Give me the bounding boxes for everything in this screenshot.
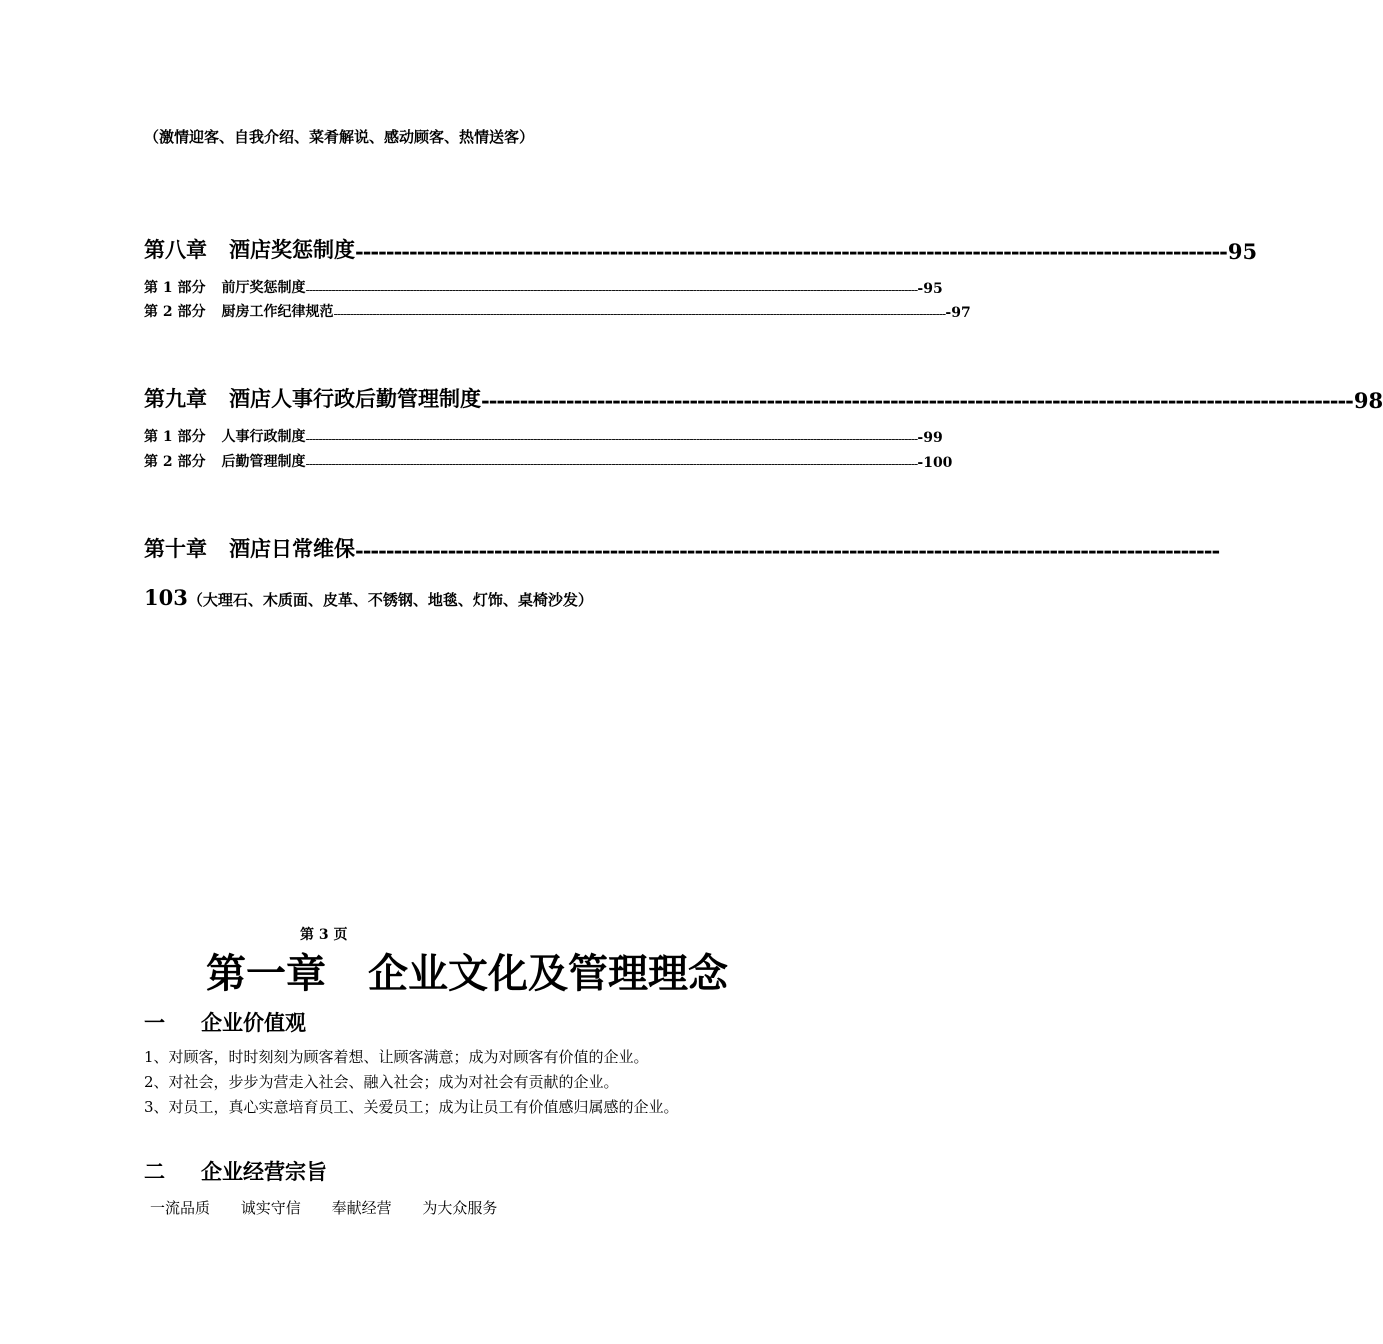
section-title: 后勤管理制度: [221, 454, 306, 470]
chapter-heading-title: 企业文化及管理理念: [368, 950, 728, 997]
section-number: 二: [144, 1159, 165, 1184]
section-heading: [144, 1157, 327, 1187]
list-item: 2、对社会，步步为营走入社会、融入社会；成为对社会有贡献的企业。: [144, 1073, 619, 1091]
toc-section[interactable]: [144, 301, 971, 321]
chapter-title: 酒店人事行政后勤管理制度: [229, 386, 481, 411]
chapter-title: 酒店日常维保: [229, 536, 355, 561]
leader-dots: ----------------------------------------------------------------------------------------------------------------: [481, 388, 1346, 413]
chapter-heading: [206, 948, 728, 1000]
page-number: -100: [917, 455, 953, 471]
chapter-number: 第八章: [144, 237, 207, 262]
toc-chapter-10[interactable]: [144, 535, 1220, 563]
leader-dots: --------------------------------------------------------------------------------------------------------------------------------------------------------------------------------------------: [333, 307, 946, 321]
leader-dots: --------------------------------------------------------------------------------------------------------------------------------------------------------------------------------------------: [305, 457, 918, 471]
section-part: 第 2 部分: [144, 304, 206, 320]
page-number: -95: [917, 281, 943, 297]
motto-item: 诚实守信: [240, 1199, 301, 1217]
section-title: 厨房工作纪律规范: [221, 304, 334, 320]
leader-dots: --------------------------------------------------------------------------------------------------------------------------------------------------------------------------------------------: [305, 283, 918, 297]
section-title: 企业经营宗旨: [201, 1159, 327, 1184]
chapter-number: 第十章: [144, 536, 207, 561]
section-part: 第 1 部分: [144, 429, 206, 445]
list-item: 1、对顾客，时时刻刻为顾客着想、让顾客满意；成为对顾客有价值的企业。: [144, 1048, 649, 1066]
section-part: 第 1 部分: [144, 280, 206, 296]
page-number: -98: [1345, 388, 1383, 413]
toc-chapter-9[interactable]: [144, 385, 1383, 413]
motto-item: 奉献经营: [331, 1199, 392, 1217]
chapter-number: 第九章: [144, 386, 207, 411]
motto-line: [150, 1196, 523, 1221]
intro-note: （激情迎客、自我介绍、菜肴解说、感动顾客、热情送客）: [144, 128, 535, 146]
section-part: 第 2 部分: [144, 454, 206, 470]
motto-item: 为大众服务: [422, 1199, 498, 1217]
leader-dots: ----------------------------------------------------------------------------------------------------------------: [355, 239, 1220, 264]
toc-chapter-10-continuation: [144, 585, 593, 610]
section-title: 人事行政制度: [221, 429, 306, 445]
chapter-note: （大理石、木质面、皮革、不锈钢、地毯、灯饰、桌椅沙发）: [187, 591, 593, 609]
page-number: -99: [917, 430, 943, 446]
section-title: 企业价值观: [201, 1010, 306, 1035]
section-heading: [144, 1008, 306, 1038]
toc-chapter-8[interactable]: [144, 236, 1258, 264]
toc-section[interactable]: [144, 426, 943, 446]
toc-section[interactable]: [144, 277, 943, 297]
chapter-heading-number: 第一章: [206, 950, 326, 997]
page-number: -97: [945, 305, 971, 321]
list-item: 3、对员工，真心实意培育员工、关爱员工；成为让员工有价值感归属感的企业。: [144, 1098, 679, 1116]
value-list: [144, 1045, 679, 1120]
page-number: 103: [144, 585, 188, 610]
leader-dots: ----------------------------------------------------------------------------------------------------------------: [355, 538, 1220, 563]
leader-dots: --------------------------------------------------------------------------------------------------------------------------------------------------------------------------------------------: [305, 432, 918, 446]
toc-section[interactable]: [144, 451, 953, 471]
section-title: 前厅奖惩制度: [221, 280, 306, 296]
chapter-title: 酒店奖惩制度: [229, 237, 355, 262]
section-number: 一: [144, 1010, 165, 1035]
motto-item: 一流品质: [150, 1199, 211, 1217]
page-number: -95: [1219, 239, 1258, 264]
page-footer: 第 3 页: [300, 927, 348, 943]
